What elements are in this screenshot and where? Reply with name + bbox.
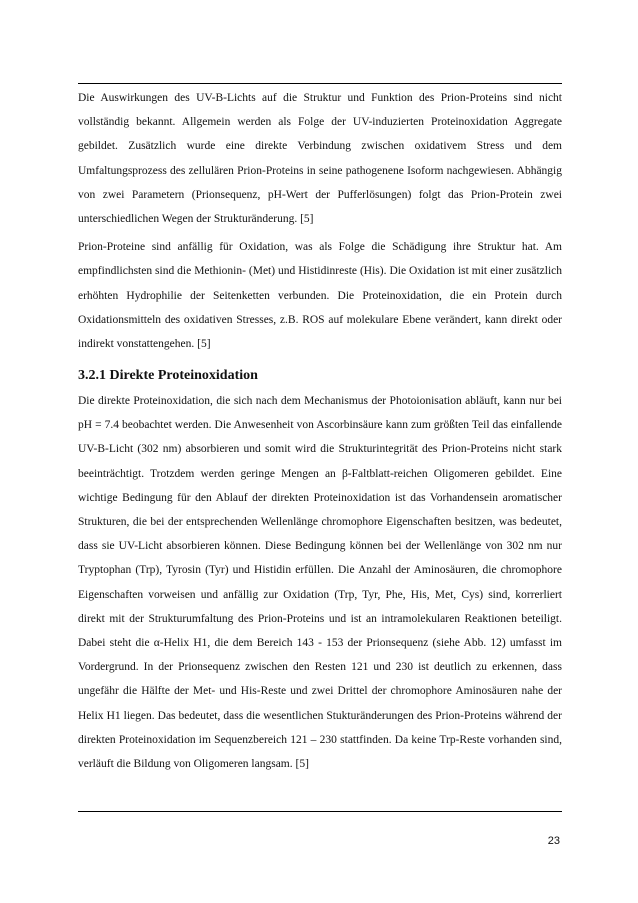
paragraph-uv-b-effects: Die Auswirkungen des UV-B-Lichts auf die Struktur und Funktion des Prion-Proteins sind nicht vollständig bekannt. Allgemein werden als Folge der UV-induzierten Proteinoxidation Aggregate gebildet. Zusätzlich wurde eine direkte Verbindung zwischen oxidativem Stress und dem Umfaltungsprozess des zellulären Prion-Proteins in seine pathogenene Isoform nachgewiesen. Abhängig von zwei Parametern (Prionsequenz, pH-Wert der Pufferlösungen) folgt das Prion-Protein zwei unterschiedlichen Wegen der Strukturänderung. [5] [78,92,562,226]
section-heading: 3.2.1 Direkte Proteinoxidation [78,368,258,383]
page-body [78,86,562,771]
paragraph-direct-oxidation: Die direkte Proteinoxidation, die sich nach dem Mechanismus der Photoionisation abläuft, kann nur bei pH = 7.4 beobachtet werden. Die Anwesenheit von Ascorbinsäure kann zum größten Teil das einfallende UV-B-Licht (302 nm) absorbieren und somit wird die Strukturintegrität des Prion-Proteins nicht stark beeinträchtigt. Trotzdem werden geringe Mengen an β-Faltblatt-reichen Oligomeren gebildet. Eine wichtige Bedingung für den Ablauf der direkten Proteinoxidation ist das Vorhandensein aromatischer Strukturen, die bei der entsprechenden Wellenlänge chromophore Eigenschaften besitzen, was bedeutet, dass sie UV-Licht absorbieren können. Diese Bedingung können bei der Wellenlänge von 302 nm nur Tryptophan (Trp), Tyrosin (Tyr) und Histidin erfüllen. Die Anzahl der Aminosäuren, die chromophore Eigenschaften vorweisen und anfällig zur Oxidation (Trp, Tyr, Phe, His, Met, Cys) sind, korrerliert direkt mit der Strukturumfaltung des Prion-Proteins und ist an intramolekularen Reaktionen beteiligt. Dabei steht die α-Helix H1, die dem Bereich 143 - 153 der Prionsequenz (siehe Abb. 12) umfasst im Vordergrund. In der Prionsequenz zwischen den Resten 121 und 230 ist deutlich zu erkennen, dass ungefähr die Hälfte der Met- und His-Reste und zwei Drittel der chromophore Aminosäuren nahe der Helix H1 liegen. Das bedeutet, dass die wesentlichen Stukturänderungen des Prion-Proteins während der direkten Proteinoxidation im Sequenzbereich 121 – 230 stattfinden. Da keine Trp-Reste vorhanden sind, verläuft die Bildung von Oligomeren langsam. [5] [78,395,562,771]
paragraph-prion-oxidation: Prion-Proteine sind anfällig für Oxidation, was als Folge die Schädigung ihre Struktur hat. Am empfindlichsten sind die Methionin- (Met) und Histidinreste (His). Die Oxidation ist mit einer zusätzlich erhöhten Hydrophilie der Seitenketten verbunden. Die Proteinoxidation, die ein Protein durch Oxidationsmitteln des oxidativen Stresses, z.B. ROS auf molekulare Ebene verändert, kann direkt oder indirekt vonstattengehen. [5] [78,241,562,351]
header-rule [78,83,562,84]
page-number: 23 [547,835,560,847]
footer-rule [78,811,562,812]
